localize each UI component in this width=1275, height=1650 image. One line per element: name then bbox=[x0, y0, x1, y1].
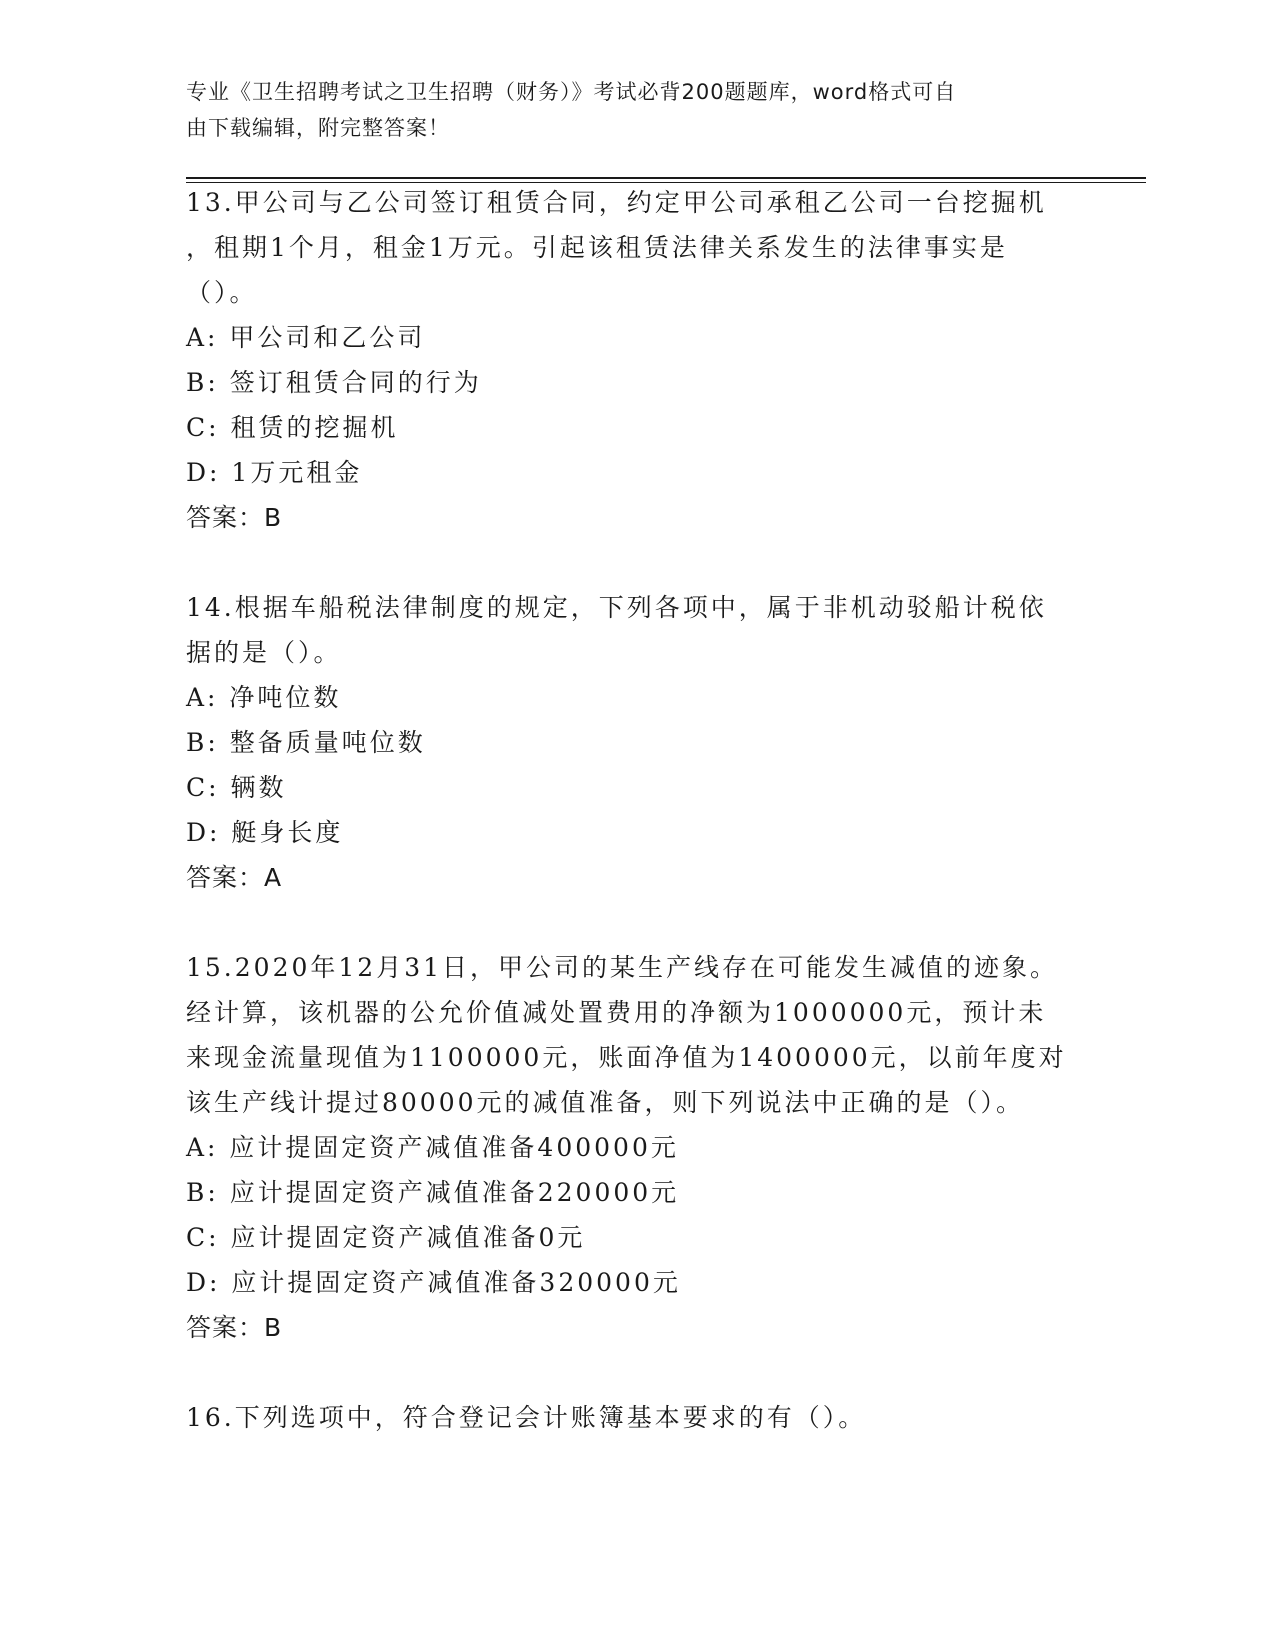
question-text-line: 来现金流量现值为1100000元，账面净值为1400000元，以前年度对 bbox=[186, 1043, 1067, 1072]
option-c: C: 租赁的挖掘机 bbox=[186, 413, 399, 442]
option-b: B: 签订租赁合同的行为 bbox=[186, 368, 482, 397]
question-text-line: （）。 bbox=[186, 278, 258, 307]
question-text-line: 16.下列选项中，符合登记会计账簿基本要求的有（）。 bbox=[186, 1403, 867, 1432]
question-14 bbox=[186, 585, 1086, 900]
option-a: A: 净吨位数 bbox=[186, 683, 342, 712]
question-text-line: ，租期1个月，租金1万元。引起该租赁法律关系发生的法律事实是 bbox=[186, 233, 1008, 262]
question-text-line: 经计算，该机器的公允价值减处置费用的净额为1000000元，预计未 bbox=[186, 998, 1047, 1027]
question-13 bbox=[186, 180, 1086, 540]
question-16 bbox=[186, 1395, 1086, 1440]
question-text-line: 15.2020年12月31日，甲公司的某生产线存在可能发生减值的迹象。 bbox=[186, 953, 1059, 982]
question-text-line: 13.甲公司与乙公司签订租赁合同，约定甲公司承租乙公司一台挖掘机 bbox=[186, 188, 1047, 217]
answer-label: 答案：A bbox=[186, 863, 283, 892]
question-text-line: 该生产线计提过80000元的减值准备，则下列说法中正确的是（）。 bbox=[186, 1088, 1025, 1117]
option-a: A: 甲公司和乙公司 bbox=[186, 323, 426, 352]
question-text-line: 据的是（）。 bbox=[186, 638, 342, 667]
question-text-line: 14.根据车船税法律制度的规定，下列各项中，属于非机动驳船计税依 bbox=[186, 593, 1047, 622]
option-c: C: 辆数 bbox=[186, 773, 287, 802]
header-line-1: 专业《卫生招聘考试之卫生招聘（财务）》考试必背200题题库，word格式可自 bbox=[186, 80, 957, 104]
answer-label: 答案：B bbox=[186, 1313, 283, 1342]
question-15 bbox=[186, 945, 1086, 1350]
answer-label: 答案：B bbox=[186, 503, 283, 532]
header-line-2: 由下载编辑，附完整答案！ bbox=[186, 116, 450, 140]
option-b: B: 整备质量吨位数 bbox=[186, 728, 426, 757]
option-a: A: 应计提固定资产减值准备400000元 bbox=[186, 1133, 679, 1162]
option-d: D: 1万元租金 bbox=[186, 458, 363, 487]
option-d: D: 应计提固定资产减值准备320000元 bbox=[186, 1268, 681, 1297]
header-divider-thick bbox=[186, 177, 1146, 179]
option-b: B: 应计提固定资产减值准备220000元 bbox=[186, 1178, 680, 1207]
option-d: D: 艇身长度 bbox=[186, 818, 344, 847]
document-header bbox=[186, 74, 1066, 146]
option-c: C: 应计提固定资产减值准备0元 bbox=[186, 1223, 586, 1252]
